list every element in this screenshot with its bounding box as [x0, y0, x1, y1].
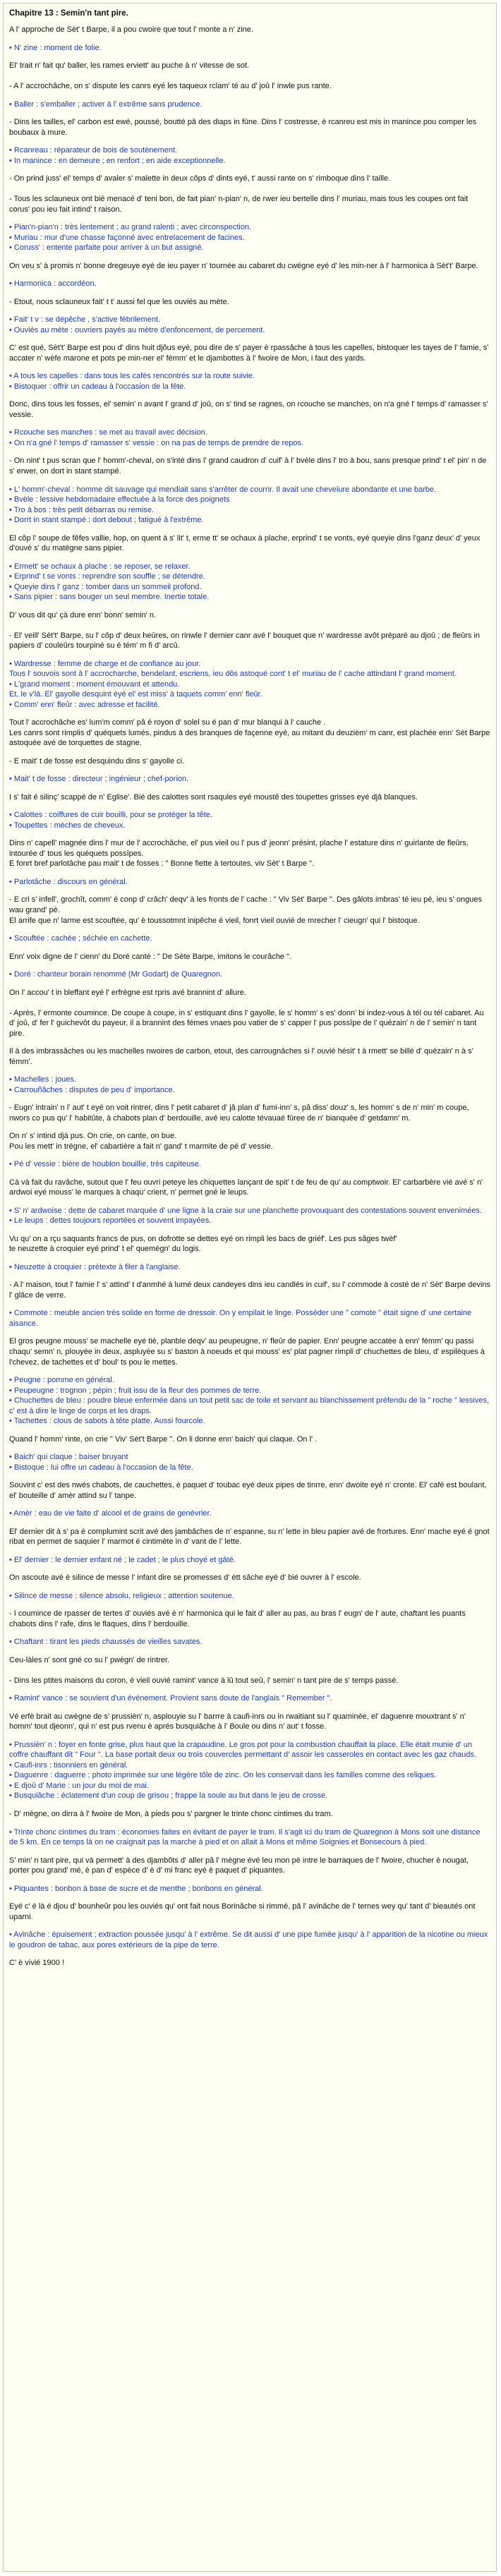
glossary-note: • Mait' t de fosse : directeur ; ingénieur ; chef-porion. — [9, 775, 189, 784]
glossary-note: • Amèr : eau de vie faite d' alcool et de grains de genévrier. — [9, 1509, 212, 1518]
glossary-note: • Rcouche ses manches : se met au travail avec décision. • On n'a gné l' temps d' ramasser s' vessie : on na pas de temps de prendre de repos. — [9, 428, 304, 447]
glossary-note: • L' homm'-cheval : homme dit sauvage qui mendiait sans s'arrêter de courrir. Il avait une chevelure abondante et une barbe. • Bvèle : lessive hebdomadaire effectuée à la force des poignets • Tro à bos : très petit débarras ou remise. • Dorrt in stant stampé : dort debout ; fatigué à l'extrême. — [9, 485, 437, 525]
glossary-note: • Baich' qui claque : baiser bruyant • Bistoque : lui offre un cadeau à l'occasion de la fête. — [9, 1453, 193, 1472]
paragraph: - E cri s' infell', grochît, comm' é conp d' crâch' deqv' à les fronts de l' cache : " Viv Sèt' Barpe ". Des gâlots imbras' té ieu pé, ieu s' ongues wau grand' pé. El arrife que n' larme est scouftée, qu' è toussotmnt inipêche é vieil, fonrt vieil ouvié de mrecher l' cieugn' qui l' bistoque. — [9, 895, 482, 925]
glossary-note: • A tous les capelles : dans tous les cafés rencontrés sur la route suivie. • Bistoquer : offrir un cadeau à l'occasion de la fête. — [9, 372, 255, 391]
paragraph: On veu s' à promis n' bonne dregeuye eyé de ieu payer n' tournée au cabaret du cwégne eyé d' les min-ner à l' harmonica à Sèt't' Barpe. — [9, 261, 478, 270]
glossary-note: • Parlotâche : discours en général. — [9, 877, 128, 886]
glossary-note: • Chaftant : tirant les pieds chaussés de vieilles savates. — [9, 1638, 203, 1647]
paragraph: - E mait' t de fosse est desquindu dins s' gayolle ci. — [9, 756, 185, 766]
paragraph: A l' approche de Sèt' t Barpe, il a pou cwoire que tout l' monte a n' zine. — [9, 25, 253, 34]
paragraph: Enn' voix digne de l' cienn' du Doré canté : " De Sète Barpe, imitons le courâche ". — [9, 952, 291, 961]
glossary-note: • Trinte chonc cintimes du tram : économies faites en évitant de payer le tram. Il s'agit ici du tram de Quaregnon à Mons soit une distance de 5 km. En ce temps là on ne craignait pas la marche à pied et on allait à Mons et même Soignies et Bonsecours à pied. — [9, 1827, 481, 1847]
paragraph: S' min' n tant pire, qui và permett' à des djambôts d' aller pâ l' mègne évé leu mon pé intre le barraques de l' fwoire, chucher è nougat, porter pou grand' mé, è pan d' espèce d' è d' mi franc eyé è paquet d' piquantes. — [9, 1856, 469, 1875]
paragraph: On l' accou' t in bleffant eyé l' erfrègne est rpris avé brannint d' allure. - Après, l' ermonte coumince. De coupe à coupe, in s' estiquant dins l' gayolle, le s' homm' s es' donn' bi indez-vous à tél ou tél cabaret. Au d' joû, d' fer l' guichevôt du payeur, il a brannint des fémes vnaes pou vatier de s' capper l' pus possîpe de l' quézain' n de l' semin' n tant pire. — [9, 988, 484, 1038]
glossary-note: • Ermett' se ochaux à plache : se reposer, se relaxer. • Erprind' t se vonts : reprendre son souffle ; se détendre. • Queyie dins l' ganz : tomber dans un sommeil profond. • Sans pipier : sans bouger un seul membre. Inertie totale. — [9, 562, 210, 602]
glossary-note: • Calottes : coiffures de cuir bouilli, pour se protéger la tête. • Toupettes : mèches de cheveux. — [9, 811, 212, 830]
chapter-panel — [3, 3, 497, 2572]
paragraph: - Eugn' intrain' n l' aut' t eyé on voit rintrer, dins l' petit cabaret d' jâ plan d' fumi-inn' s, pâ diss' douz' s, les homm' s de n' min' m coupe, nwors co pus qu' l' habitûte, à chabots plan d' berdouille, avé ieu calotte tévauaé fûree de n' bianquée d' getdamn' m. — [9, 1103, 469, 1123]
glossary-note: • Avinâche : épuisement ; extraction poussée jusqu' à l' extrême. Se dit aussi d' une pipe fumée jusqu' à l' apparition de la nicotine ou mieux le goudron de tabac, aux pores extérieurs de la pipe de terre. — [9, 1930, 488, 1949]
paragraph: Cà và fait du ravâche, sutout que l' feu ouvri peteye les chiquettes lançant de spit' t de feu de qu' au comptwoir. El' carbarbère vié avé s' n' ardwoi eyé mouss' le marques à chaqu' crient, n' permet gné le leups. — [9, 1178, 483, 1197]
glossary-note: • Peugne : pomme en général. • Peupeugne : trognon ; pépin ; fruit issu de la fleur des pommes de terre. • Chuchettes de bleu : poudre bleue enfermée dans un tout petit sac de toile et servant au blanchissement préfendu de la " roche " lessives, c' est à dire le linge de corps et les draps. • Tachettes : clous de sabots à tête platte. Aussi fourcole. — [9, 1376, 490, 1426]
paragraph: - On prind juss' el' temps d' avaler s' malette in deux côps d' dints eyé, t' aussi rante on s' rimboque dins l' taille. - Tous les sclauneux ont bié menacé d' teni bon, de fait pian' n-pian' n, de rwer ieu bertelle dins l' muriau, mais tous les coupes ont fait corus' pou ieu fait intind' t raison. — [9, 174, 469, 214]
paragraph: On ascoute avé è silince de messe l' infant dire se promesses d' ètt sâche eyé d' bié ouvrer à l' escole. — [9, 1573, 361, 1583]
paragraph: - Etout, nous sclauneux fait' t t' aussi fel que les ouviés au mète. — [9, 297, 229, 306]
paragraph: - On nint' t pus scran que l' homm'-chevaI, on s'intè dins l' grand caudron d' cuif' à l' bvèle dins l' tro à bou, sans presque prind' t el' pin' n de s' erwer, on dort in stant stampé. — [9, 456, 487, 476]
paragraph: Quand l' homm' rinte, on crie " Viv' Sèt't Barpe ". On li donne enn' baich' qui claque. On l' . — [9, 1434, 318, 1444]
chapter-title: Chapitre 13 : Semin'n tant pire. — [9, 9, 128, 18]
glossary-note: • Silince de messe : silence absolu, religieux ; attention soutenue. — [9, 1591, 234, 1600]
glossary-note: • N' zine : moment de folie. — [9, 43, 102, 52]
paragraph: El gros peugne mouss' se machelle eyé tié, planble deqv' au peupeugne, n' fleûr de papier. Enn' peugne accatée à enn' fémm' qu passi chaqu' semn' n, plouyée in deux, aspluyée su s' baston à noeuds et qui mouss' es' plat pagner rimpli d' chuchettes de bleu, d' espilèques à l'chevez, de tachettes et d' boul' ts pou le mettes. — [9, 1337, 485, 1367]
paragraph: El côp l' soupe de fêfes vallie, hop, on quent à s' lit' t, erme tt' se ochaux à plache, erprind' t se vonts, eyé queyie dins l'ganz deux' d' yeux d'ouvé s' du matègne sans pipier. — [9, 533, 481, 553]
paragraph: - Dins les tailles, el' carbon est ewé, poussé, boutté pâ des diaps in fûne. Dins l' costresse, è rcanreu est mis in manince pou comper les boubaux à mure. — [9, 118, 477, 137]
paragraph: - I coumince de rpasser de tertes d' ouviés avé è n' harmonica qui le fait d' aller au pas, au bras l' eugn' de l' aute, chaftant les puants chabots dins l' rafe, dins le flaques, dins l' berdouille. — [9, 1609, 466, 1628]
paragraph: C' è vivié 1900 ! — [9, 1959, 64, 1968]
glossary-note: • Neuzette à croquier : prétexte à filer à l'anglaise. — [9, 1262, 181, 1271]
glossary-note: • Fait' t v : se dépêche , s'active fébrilement. • Ouviés au mète : ouvriers payés au mètre d'enfoncement, de percement. — [9, 315, 265, 334]
glossary-note: • Prussièn' n : foyer en fonte grise, plus haut que la crapaudine. Le gros pot pour la combustion chauffait la place. Elle était munie d' un coffre chauffant dit " Four ". La base portait deux ou trois couvercles permettant d' assoir les casseroles en contact avec les gaz chauds. • Caufi-inrs : tisonniers en général. • Daguenre : daguerre ; photo imprimée sur une légère tôle de zinc. On les conservait dans les familles comme des reliques. • E djoû d' Marie : un jour du moi de mai. • Busquiâche : éclatement d'un coup de grisou ; frappe la soule au but dans le jeu de crosse. — [9, 1740, 476, 1801]
paragraph: - D' mègne, on dirra à l' fwoire de Mon, à pieds pou s' pargner le trinte chonc cintimes du tram. — [9, 1810, 333, 1818]
paragraph: Eyé c' è là é djou d' bounheûr pou les ouviés qu' ont fait nous Borinâche si rimmé, pâ l' avinâche de l' ternes wey qu' tant d' bieautés ont uparni. — [9, 1902, 476, 1921]
glossary-note: • S' n' ardwoise : dette de cabaret marquée d' une ligne à la craie sur une planchette provouquant des contestations souvent envenimées. • Le leups : dettes toujours reportées et souvent impayées. — [9, 1206, 482, 1226]
glossary-note: • Rcanreau : réparateur de bois de soutènement. • In manince : en demeure ; en renfort ; en aide exceptionnelle. — [9, 146, 226, 165]
paragraph: Vé erfè brait au cwègne de s' prussièn' n, asplouyie su l' barrre à caufi-inrs ou in rwaitiant su l' quaminée, el' daguenre mouxtrant s' n' homm' tout djeonn', qui n' est pus rvenu è aprés busquiâche à l' Boule ou dins n' aut' t fosse. — [9, 1712, 466, 1731]
paragraph: Dins n' capell' magnée dins l' mur de l' accrochâche, el' pus vieil ou l' pus d' jeonn' présint, plache l' estature dins n' guirlante de fleûrs, intourée d' tous les quéquets possîpes. E fonrt bref parlotâche pau mait' t de fosses : " Bonne fiette à tertoutes, viv Sèt' t Barpe ". — [9, 839, 469, 869]
paragraph: C' est qué, Sèt't' Barpe est pou d' dins huit djôus eyé, pou dire de s' payer è rpassâche à tous les capelles, bistoquer les tayes de l' famie, s' accater n' wèfe marone et pots pe min-ner el' fémm' et le djambottes à l' fwoire de Mon, i faut des yards. — [9, 344, 489, 363]
glossary-note: • Pian'n-pian'n : très lentement ; au grand ralenti ; avec circonspection. • Muriau : mur d'une chasse façonné avec entrelacement de facines. • Coruss' : entente parfaite pour arriver à un but assigné. — [9, 223, 252, 253]
chapter-content — [9, 25, 490, 1969]
glossary-note: • Piquantes : bonbon à base de sucre et de menthe ; bonbons en général. — [9, 1884, 263, 1893]
glossary-note: • Ramint' vance : se souvient d'un événement. Provient sans doute de l'anglais " Remember ". — [9, 1694, 332, 1703]
glossary-note: • Baller : s'emballer ; activer à l' extrême sans prudence. — [9, 99, 203, 109]
paragraph: Donc, dins tous les fosses, el' semin' n avant l' grand d' joû, on s' tind se ragnes, on rcouche se manches, on n'a gné l' temps d' ramasser s' vessie. — [9, 400, 488, 419]
glossary-note: • Machelles : joues. • Carrouñâches : disputes de peu d' importance. — [9, 1075, 175, 1094]
glossary-note: • Doré : chanteur borain renommé (Mr Godart) de Quaregnon. — [9, 970, 223, 979]
paragraph: Souvint c' est des nwés chabots, de cauchettes, è paquet d' toubac eyé deux pipes de tinrre, enn' dwoite eyé n' cronte. El' café est boulant, el' bouteille d' amèr attind su l' tanpe. — [9, 1481, 487, 1500]
paragraph: Tout l' accrochâche es' lum'm comm' pâ é royon d' solel su é pan d' mur blanqui à l' cauche . Les canrs sont rimplis d' quéquets lumés, pindus à des branques de façenne eyé, au mitant du deuzièm' m canr, est plachée enn' Sèt Barpe astoquée avé de torquettes de stagne. — [9, 718, 490, 748]
paragraph: - A l' maison, tout l' famie l' s' attind' t d'anmhé à lumé deux candeyes dins ieu candlés in cuif', su l' commode à costé de n' Sèt' Barpe devins l' glâce de verre. — [9, 1281, 490, 1300]
paragraph: On n' s' intind djà pus. On crie, on cante, on bue. Pou les mett' in trègne, el' cabartière a fait n' gand' t marmite de pé d' vessie. — [9, 1132, 273, 1151]
glossary-note: • Wardresse : femme de charge et de confiance au jour. Tous l' souvois sont à l' accrocharche, bendelant, escriens, ieu dôs astoqué cont' t el' muriau de l' cache attindant l' grand moment. • L'grand moment : moment émouvant et attendu. Et, le v'là. El' gayolle desquint èyé el' est miss' à taquets comm' enn' fleûr. • Comm' enn' fleûr : avec adresse et facilité. — [9, 659, 457, 709]
paragraph: Ceu-làles n' sont gné co su l' pwègn' de rintrer. - Dins les ptites maisons du coron, é vieil ouvié ramint' vance à lû tout seû, l' semin' n tant pire de s' temps passé. — [9, 1655, 399, 1685]
glossary-note: • Scouftée : cachée ; séchée en cachette. — [9, 934, 152, 943]
glossary-note: • El' dernier : le dernier enfant né ; le cadet ; le plus choyé et gâté. — [9, 1555, 236, 1564]
paragraph: El' trait n' fait qu' baller, les rames erviett' au puche à n' vitesse de sot. - A l' accrochâche, on s' dispute les canrs eyé les taqueux rclam' té au d' joû l' inwle pus rante. — [9, 61, 332, 91]
paragraph: Vu qu' on a rçu saquants francs de pus, on dofrotte se dettes eyé on rimpli les bacs de griéf'. Les pus sâges twèf' te neuzette à croquier eyé prind' t el' quemègn' du logis. — [9, 1234, 397, 1254]
glossary-note: • Commote : meuble ancien très solide en forme de dressoir. On y empilait le linge. Posséder une " comote " était signe d' une certaine aisance. — [9, 1309, 472, 1328]
paragraph: El' dernier dit à s' pa é complumint scrit avé des jambâches de n' espanne, su n' lette in bleu papier avé de frortures. Enn' mache eyé é gnot ribat en permet de saquier l' marmot é cintimète in d' vant de l' lette. — [9, 1527, 490, 1547]
glossary-note: • Harmonica : accordéon. — [9, 279, 97, 289]
paragraph: I s' fait é silinç' scappé de n' Eglise'. Bié des calottes sont rsaqules eyé moustê des toupettes grisses eyé djâ blanques. — [9, 792, 418, 802]
paragraph: D' vous dit qu' çà dure enn' bonn' semin' n. - El' veill' Sèt't' Barpe, su l' côp d' deux heûres, on rinwle l' dernier canr avé l' bouquet que n' wardresse avôt préparé au djoû ; de fleûrs in papiers d' couleûrs tourpiné su é tém' m fi d' arcû. — [9, 610, 481, 651]
glossary-note: • Pé d' vessie : bière de houblon bouillie, très capiteuse. — [9, 1160, 201, 1169]
paragraph: Il à des imbrassâches ou les machelles nwoires de carbon, etout, des carrougnâches si l' ouvié hésit' t à rmett' se billé d' quézain' n à s' fémm'. — [9, 1047, 473, 1066]
